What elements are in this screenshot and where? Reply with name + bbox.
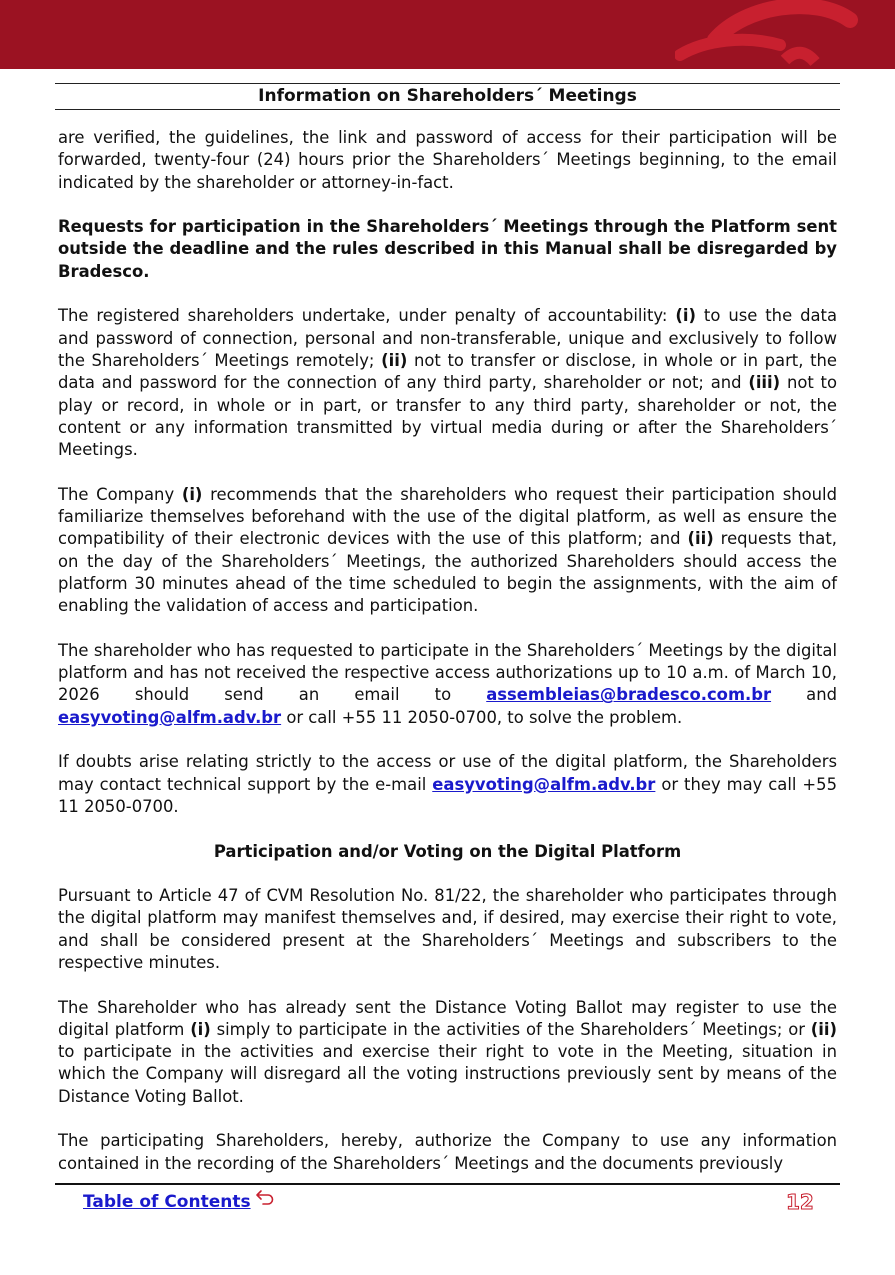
text: The Shareholder who has already sent the Distance Voting Ballot may register to use the digital platform <box>58 997 837 1039</box>
text: and <box>771 685 838 705</box>
paragraph-distance-ballot <box>58 997 837 1108</box>
document-body <box>58 127 837 1197</box>
text: or they may call +55 11 2050-0700. <box>58 774 837 816</box>
bradesco-logo-arc <box>675 0 895 69</box>
section-heading: Participation and/or Voting on the Digital Platform <box>213 841 682 861</box>
item-marker: (ii) <box>810 1019 837 1039</box>
paragraph-deadline-warning: Requests for participation in the Shareholders´ Meetings through the Platform sent outside the deadline and the rules described in this Manual shall be disregarded by Bradesco. <box>58 217 837 281</box>
header-rule-bottom <box>55 109 840 110</box>
paragraph-shareholder-undertakings <box>58 305 837 461</box>
paragraph-technical-support <box>58 751 837 818</box>
item-marker: (ii) <box>687 529 714 549</box>
header-rule-top <box>55 83 840 84</box>
paragraph-access-guidelines: are verified, the guidelines, the link and password of access for their participation will be forwarded, twenty-four (24) hours prior the Shareholders´ Meetings beginning, to the email indicated by the shareholder or attorney-in-fact. <box>58 128 837 192</box>
text: not to transfer or disclose, in whole or in part, the data and password for the connection of any third party, shareholder or not; and <box>58 350 837 393</box>
toc-link-label: Table of Contents <box>83 1192 251 1212</box>
footer-rule <box>55 1183 840 1185</box>
email-link-easyvoting[interactable]: easyvoting@alfm.adv.br <box>58 707 282 727</box>
text: The registered shareholders undertake, under penalty of accountability: <box>58 306 676 326</box>
text: recommends that the shareholders who request their participation should familiarize themselves beforehand with the use of the digital platform, as well as ensure the compatibility of their electronic devices with the use of this platform; and <box>58 484 837 549</box>
paragraph-missing-authorization <box>58 640 837 729</box>
paragraph-recording-authorization: The participating Shareholders, hereby, authorize the Company to use any information contained in the recording of the Shareholders´ Meetings and the documents previously <box>58 1131 837 1173</box>
header-banner <box>0 0 895 69</box>
page-number: 12 <box>786 1190 814 1214</box>
text: to use the data and password of connection, personal and non-transferable, unique and exclusively to follow the Shareholders´ Meetings remotely; <box>58 306 838 370</box>
paragraph-company-recommendations <box>58 484 837 618</box>
text: to participate in the activities and exercise their right to vote in the Meeting, situation in which the Company will disregard all the voting instructions previously sent by means of the Distance Voting Ballot. <box>58 1042 837 1106</box>
page-title: Information on Shareholders´ Meetings <box>258 86 637 106</box>
item-marker: (ii) <box>381 350 408 370</box>
text: If doubts arise relating strictly to the access or use of the digital platform, the Shareholders may contact technical support by the e-mail <box>58 752 837 794</box>
paragraph-article-47: Pursuant to Article 47 of CVM Resolution No. 81/22, the shareholder who participates through the digital platform may manifest themselves and, if desired, may exercise their right to vote, and shall be considered present at the Shareholders´ Meetings and subscribers to the respective minutes. <box>58 886 837 972</box>
return-arrow-icon <box>255 1187 275 1210</box>
text: or call +55 11 2050-0700, to solve the problem. <box>281 707 683 727</box>
item-marker: (i) <box>181 484 203 504</box>
text: The Company <box>58 484 182 504</box>
email-link-assembleias[interactable]: assembleias@bradesco.com.br <box>486 685 772 705</box>
text: requests that, on the day of the Shareholders´ Meetings, the authorized Shareholders should access the platform 30 minutes ahead of the time scheduled to begin the assignments, with the aim of enabling the validation of access and participation. <box>58 529 837 616</box>
text: The shareholder who has requested to participate in the Shareholders´ Meetings by the digital platform and has not received the respective access authorizations up to 10 a.m. of March 10, 2026 should send an email to <box>58 640 837 705</box>
text: not to play or record, in whole or in part, or transfer to any third party, shareholder or not, the content or any information transmitted by virtual media during or after the Shareholders´ Meetings. <box>58 373 838 460</box>
item-marker: (iii) <box>748 373 781 393</box>
text: simply to participate in the activities of the Shareholders´ Meetings; or <box>210 1019 811 1039</box>
email-link-support[interactable]: easyvoting@alfm.adv.br <box>432 774 656 794</box>
table-of-contents-link[interactable] <box>83 1192 275 1212</box>
item-marker: (i) <box>190 1019 211 1039</box>
item-marker: (i) <box>675 306 696 326</box>
